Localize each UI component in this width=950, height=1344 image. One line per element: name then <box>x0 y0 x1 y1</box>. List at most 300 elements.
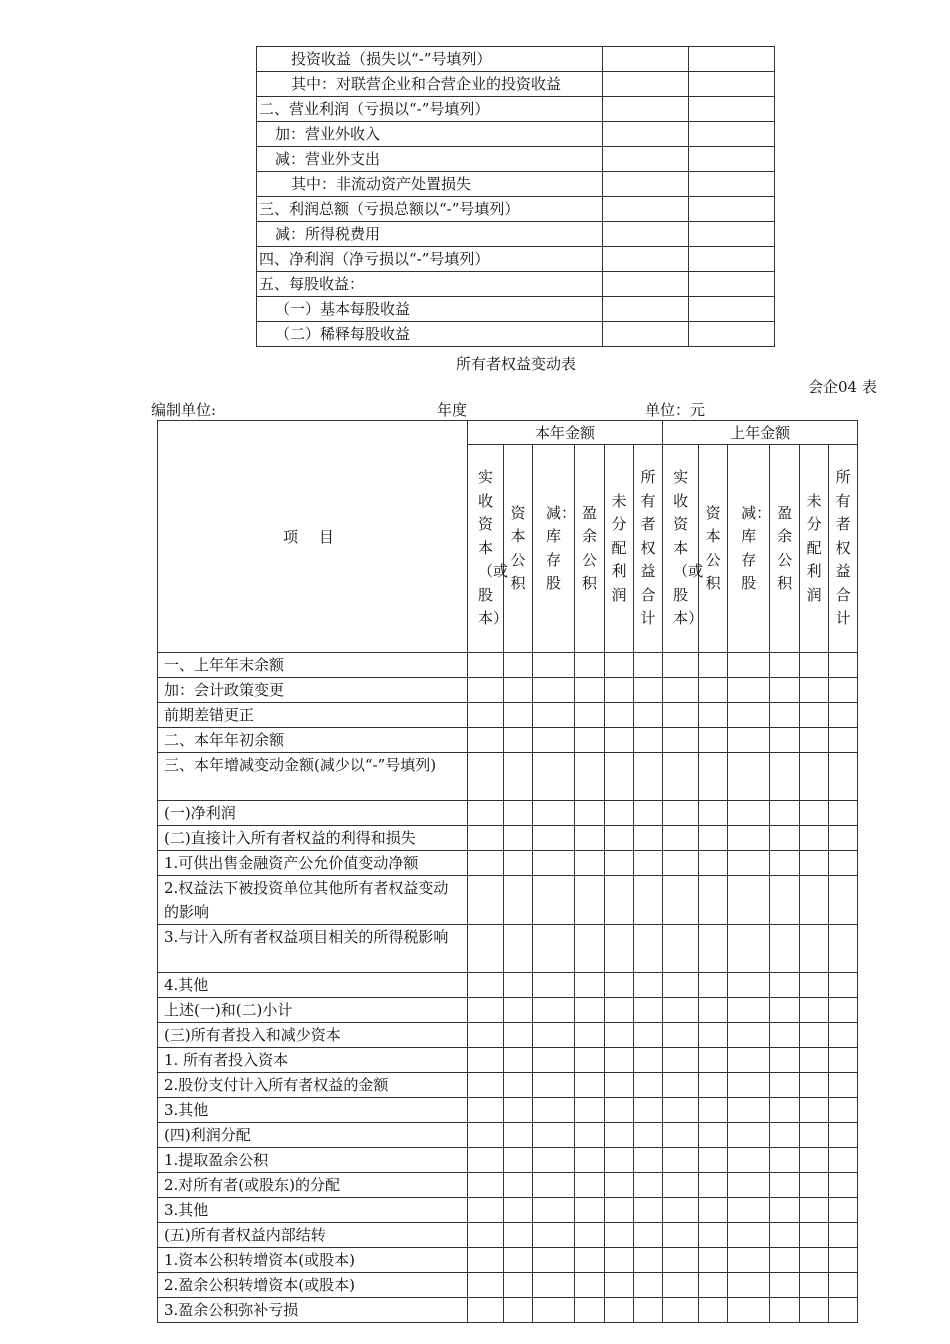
equity-value-cell[interactable] <box>699 851 728 876</box>
equity-value-cell[interactable] <box>504 876 533 925</box>
equity-value-cell[interactable] <box>634 703 663 728</box>
equity-value-cell[interactable] <box>663 1198 699 1223</box>
equity-value-cell[interactable] <box>728 753 770 801</box>
income-value-cell-prior[interactable] <box>688 72 774 97</box>
equity-value-cell[interactable] <box>699 653 728 678</box>
equity-value-cell[interactable] <box>533 826 575 851</box>
equity-value-cell[interactable] <box>728 703 770 728</box>
equity-value-cell[interactable] <box>728 801 770 826</box>
equity-value-cell[interactable] <box>829 1173 858 1198</box>
equity-value-cell[interactable] <box>605 801 634 826</box>
equity-value-cell[interactable] <box>728 1273 770 1298</box>
equity-value-cell[interactable] <box>533 1223 575 1248</box>
equity-value-cell[interactable] <box>634 753 663 801</box>
equity-value-cell[interactable] <box>829 678 858 703</box>
equity-value-cell[interactable] <box>533 728 575 753</box>
equity-value-cell[interactable] <box>575 801 605 826</box>
income-value-cell-prior[interactable] <box>688 197 774 222</box>
equity-value-cell[interactable] <box>575 1148 605 1173</box>
equity-value-cell[interactable] <box>699 1048 728 1073</box>
equity-value-cell[interactable] <box>728 653 770 678</box>
equity-value-cell[interactable] <box>728 1023 770 1048</box>
equity-value-cell[interactable] <box>533 1098 575 1123</box>
income-value-cell-current[interactable] <box>602 222 688 247</box>
equity-value-cell[interactable] <box>468 851 504 876</box>
equity-value-cell[interactable] <box>605 851 634 876</box>
equity-value-cell[interactable] <box>829 1073 858 1098</box>
equity-value-cell[interactable] <box>770 1073 800 1098</box>
income-value-cell-current[interactable] <box>602 47 688 72</box>
equity-value-cell[interactable] <box>663 876 699 925</box>
equity-value-cell[interactable] <box>800 678 829 703</box>
equity-value-cell[interactable] <box>575 678 605 703</box>
equity-value-cell[interactable] <box>829 801 858 826</box>
income-value-cell-current[interactable] <box>602 122 688 147</box>
equity-value-cell[interactable] <box>663 1273 699 1298</box>
income-value-cell-current[interactable] <box>602 322 688 347</box>
equity-value-cell[interactable] <box>575 653 605 678</box>
equity-value-cell[interactable] <box>575 1298 605 1323</box>
equity-value-cell[interactable] <box>699 998 728 1023</box>
income-value-cell-current[interactable] <box>602 97 688 122</box>
equity-value-cell[interactable] <box>634 876 663 925</box>
equity-value-cell[interactable] <box>605 1198 634 1223</box>
equity-value-cell[interactable] <box>634 1098 663 1123</box>
equity-value-cell[interactable] <box>605 753 634 801</box>
equity-value-cell[interactable] <box>699 876 728 925</box>
equity-value-cell[interactable] <box>504 1148 533 1173</box>
equity-value-cell[interactable] <box>575 925 605 973</box>
equity-value-cell[interactable] <box>663 801 699 826</box>
equity-value-cell[interactable] <box>634 1273 663 1298</box>
equity-value-cell[interactable] <box>533 1123 575 1148</box>
equity-value-cell[interactable] <box>800 1223 829 1248</box>
equity-value-cell[interactable] <box>533 653 575 678</box>
equity-value-cell[interactable] <box>504 1023 533 1048</box>
equity-value-cell[interactable] <box>468 678 504 703</box>
income-value-cell-prior[interactable] <box>688 122 774 147</box>
equity-value-cell[interactable] <box>800 1073 829 1098</box>
income-value-cell-prior[interactable] <box>688 47 774 72</box>
equity-value-cell[interactable] <box>728 1248 770 1273</box>
equity-value-cell[interactable] <box>575 1198 605 1223</box>
equity-value-cell[interactable] <box>800 1098 829 1123</box>
equity-value-cell[interactable] <box>728 1173 770 1198</box>
equity-value-cell[interactable] <box>699 1223 728 1248</box>
equity-value-cell[interactable] <box>533 1273 575 1298</box>
equity-value-cell[interactable] <box>663 1023 699 1048</box>
equity-value-cell[interactable] <box>829 1098 858 1123</box>
equity-value-cell[interactable] <box>605 728 634 753</box>
equity-value-cell[interactable] <box>699 1023 728 1048</box>
equity-value-cell[interactable] <box>533 1073 575 1098</box>
equity-value-cell[interactable] <box>770 653 800 678</box>
equity-value-cell[interactable] <box>770 998 800 1023</box>
equity-value-cell[interactable] <box>504 1073 533 1098</box>
equity-value-cell[interactable] <box>504 826 533 851</box>
equity-value-cell[interactable] <box>770 826 800 851</box>
equity-value-cell[interactable] <box>533 1148 575 1173</box>
equity-value-cell[interactable] <box>770 1198 800 1223</box>
equity-value-cell[interactable] <box>533 1298 575 1323</box>
equity-value-cell[interactable] <box>575 753 605 801</box>
equity-value-cell[interactable] <box>800 1298 829 1323</box>
equity-value-cell[interactable] <box>728 925 770 973</box>
equity-value-cell[interactable] <box>504 1198 533 1223</box>
equity-value-cell[interactable] <box>634 1123 663 1148</box>
equity-value-cell[interactable] <box>663 1048 699 1073</box>
equity-value-cell[interactable] <box>663 1298 699 1323</box>
equity-value-cell[interactable] <box>504 1098 533 1123</box>
equity-value-cell[interactable] <box>699 1298 728 1323</box>
equity-value-cell[interactable] <box>533 925 575 973</box>
equity-value-cell[interactable] <box>605 998 634 1023</box>
equity-value-cell[interactable] <box>504 1298 533 1323</box>
equity-value-cell[interactable] <box>575 1223 605 1248</box>
equity-value-cell[interactable] <box>504 801 533 826</box>
equity-value-cell[interactable] <box>634 801 663 826</box>
equity-value-cell[interactable] <box>829 925 858 973</box>
equity-value-cell[interactable] <box>770 1248 800 1273</box>
equity-value-cell[interactable] <box>699 1098 728 1123</box>
income-value-cell-current[interactable] <box>602 197 688 222</box>
equity-value-cell[interactable] <box>800 1173 829 1198</box>
equity-value-cell[interactable] <box>468 876 504 925</box>
equity-value-cell[interactable] <box>770 1223 800 1248</box>
equity-value-cell[interactable] <box>634 728 663 753</box>
equity-value-cell[interactable] <box>533 1173 575 1198</box>
equity-value-cell[interactable] <box>605 1223 634 1248</box>
equity-value-cell[interactable] <box>504 1048 533 1073</box>
equity-value-cell[interactable] <box>829 1148 858 1173</box>
income-value-cell-prior[interactable] <box>688 172 774 197</box>
equity-value-cell[interactable] <box>800 1048 829 1073</box>
equity-value-cell[interactable] <box>663 1248 699 1273</box>
equity-value-cell[interactable] <box>605 1173 634 1198</box>
equity-value-cell[interactable] <box>770 1098 800 1123</box>
equity-value-cell[interactable] <box>533 973 575 998</box>
equity-value-cell[interactable] <box>829 826 858 851</box>
equity-value-cell[interactable] <box>728 678 770 703</box>
equity-value-cell[interactable] <box>575 1173 605 1198</box>
equity-value-cell[interactable] <box>575 851 605 876</box>
equity-value-cell[interactable] <box>605 678 634 703</box>
equity-value-cell[interactable] <box>770 925 800 973</box>
equity-value-cell[interactable] <box>504 998 533 1023</box>
equity-value-cell[interactable] <box>468 1073 504 1098</box>
equity-value-cell[interactable] <box>728 1198 770 1223</box>
equity-value-cell[interactable] <box>800 703 829 728</box>
equity-value-cell[interactable] <box>699 1173 728 1198</box>
income-value-cell-current[interactable] <box>602 172 688 197</box>
income-value-cell-current[interactable] <box>602 247 688 272</box>
equity-value-cell[interactable] <box>605 653 634 678</box>
equity-value-cell[interactable] <box>699 728 728 753</box>
income-value-cell-prior[interactable] <box>688 322 774 347</box>
equity-value-cell[interactable] <box>575 998 605 1023</box>
equity-value-cell[interactable] <box>468 1048 504 1073</box>
equity-value-cell[interactable] <box>728 1148 770 1173</box>
equity-value-cell[interactable] <box>468 1098 504 1123</box>
equity-value-cell[interactable] <box>533 1198 575 1223</box>
equity-value-cell[interactable] <box>829 1048 858 1073</box>
equity-value-cell[interactable] <box>468 925 504 973</box>
income-value-cell-current[interactable] <box>602 147 688 172</box>
equity-value-cell[interactable] <box>634 973 663 998</box>
equity-value-cell[interactable] <box>634 1173 663 1198</box>
equity-value-cell[interactable] <box>634 826 663 851</box>
equity-value-cell[interactable] <box>699 1198 728 1223</box>
equity-value-cell[interactable] <box>800 728 829 753</box>
equity-value-cell[interactable] <box>728 1073 770 1098</box>
equity-value-cell[interactable] <box>663 728 699 753</box>
equity-value-cell[interactable] <box>728 1223 770 1248</box>
equity-value-cell[interactable] <box>634 1298 663 1323</box>
equity-value-cell[interactable] <box>699 1148 728 1173</box>
equity-value-cell[interactable] <box>728 1298 770 1323</box>
equity-value-cell[interactable] <box>829 653 858 678</box>
equity-value-cell[interactable] <box>575 703 605 728</box>
equity-value-cell[interactable] <box>504 728 533 753</box>
equity-value-cell[interactable] <box>699 678 728 703</box>
equity-value-cell[interactable] <box>504 1173 533 1198</box>
equity-value-cell[interactable] <box>468 1023 504 1048</box>
equity-value-cell[interactable] <box>504 1248 533 1273</box>
equity-value-cell[interactable] <box>634 678 663 703</box>
equity-value-cell[interactable] <box>634 925 663 973</box>
equity-value-cell[interactable] <box>800 998 829 1023</box>
income-value-cell-current[interactable] <box>602 272 688 297</box>
equity-value-cell[interactable] <box>575 826 605 851</box>
equity-value-cell[interactable] <box>533 1048 575 1073</box>
equity-value-cell[interactable] <box>663 1223 699 1248</box>
equity-value-cell[interactable] <box>699 973 728 998</box>
equity-value-cell[interactable] <box>468 826 504 851</box>
equity-value-cell[interactable] <box>800 753 829 801</box>
equity-value-cell[interactable] <box>770 728 800 753</box>
equity-value-cell[interactable] <box>468 998 504 1023</box>
equity-value-cell[interactable] <box>800 1273 829 1298</box>
equity-value-cell[interactable] <box>770 1173 800 1198</box>
equity-value-cell[interactable] <box>468 753 504 801</box>
equity-value-cell[interactable] <box>575 1248 605 1273</box>
equity-value-cell[interactable] <box>468 1248 504 1273</box>
equity-value-cell[interactable] <box>605 1298 634 1323</box>
equity-value-cell[interactable] <box>800 1248 829 1273</box>
income-value-cell-current[interactable] <box>602 297 688 322</box>
equity-value-cell[interactable] <box>663 678 699 703</box>
equity-value-cell[interactable] <box>504 851 533 876</box>
equity-value-cell[interactable] <box>699 1123 728 1148</box>
equity-value-cell[interactable] <box>468 1198 504 1223</box>
equity-value-cell[interactable] <box>663 998 699 1023</box>
equity-value-cell[interactable] <box>728 1123 770 1148</box>
equity-value-cell[interactable] <box>533 1248 575 1273</box>
equity-value-cell[interactable] <box>533 1023 575 1048</box>
equity-value-cell[interactable] <box>605 826 634 851</box>
equity-value-cell[interactable] <box>533 753 575 801</box>
equity-value-cell[interactable] <box>770 753 800 801</box>
equity-value-cell[interactable] <box>770 1273 800 1298</box>
equity-value-cell[interactable] <box>533 703 575 728</box>
equity-value-cell[interactable] <box>800 925 829 973</box>
equity-value-cell[interactable] <box>829 703 858 728</box>
equity-value-cell[interactable] <box>634 1248 663 1273</box>
equity-value-cell[interactable] <box>468 801 504 826</box>
equity-value-cell[interactable] <box>829 1298 858 1323</box>
equity-value-cell[interactable] <box>800 653 829 678</box>
equity-value-cell[interactable] <box>829 1123 858 1148</box>
equity-value-cell[interactable] <box>504 1223 533 1248</box>
equity-value-cell[interactable] <box>634 1023 663 1048</box>
equity-value-cell[interactable] <box>770 1023 800 1048</box>
equity-value-cell[interactable] <box>728 728 770 753</box>
equity-value-cell[interactable] <box>770 703 800 728</box>
equity-value-cell[interactable] <box>605 1048 634 1073</box>
income-value-cell-prior[interactable] <box>688 97 774 122</box>
equity-value-cell[interactable] <box>663 1148 699 1173</box>
equity-value-cell[interactable] <box>575 1123 605 1148</box>
equity-value-cell[interactable] <box>663 826 699 851</box>
equity-value-cell[interactable] <box>829 1248 858 1273</box>
equity-value-cell[interactable] <box>829 728 858 753</box>
equity-value-cell[interactable] <box>800 1198 829 1223</box>
equity-value-cell[interactable] <box>829 851 858 876</box>
equity-value-cell[interactable] <box>770 851 800 876</box>
equity-value-cell[interactable] <box>800 876 829 925</box>
equity-value-cell[interactable] <box>663 1098 699 1123</box>
equity-value-cell[interactable] <box>770 801 800 826</box>
equity-value-cell[interactable] <box>605 1148 634 1173</box>
equity-value-cell[interactable] <box>468 703 504 728</box>
equity-value-cell[interactable] <box>800 973 829 998</box>
equity-value-cell[interactable] <box>829 1273 858 1298</box>
equity-value-cell[interactable] <box>504 925 533 973</box>
equity-value-cell[interactable] <box>634 653 663 678</box>
equity-value-cell[interactable] <box>800 801 829 826</box>
equity-value-cell[interactable] <box>663 653 699 678</box>
equity-value-cell[interactable] <box>468 1173 504 1198</box>
equity-value-cell[interactable] <box>800 1148 829 1173</box>
equity-value-cell[interactable] <box>533 876 575 925</box>
equity-value-cell[interactable] <box>728 826 770 851</box>
equity-value-cell[interactable] <box>634 1148 663 1173</box>
equity-value-cell[interactable] <box>663 973 699 998</box>
equity-value-cell[interactable] <box>634 1048 663 1073</box>
equity-value-cell[interactable] <box>699 703 728 728</box>
equity-value-cell[interactable] <box>605 1098 634 1123</box>
equity-value-cell[interactable] <box>770 1148 800 1173</box>
equity-value-cell[interactable] <box>770 678 800 703</box>
equity-value-cell[interactable] <box>699 801 728 826</box>
equity-value-cell[interactable] <box>800 826 829 851</box>
equity-value-cell[interactable] <box>663 1073 699 1098</box>
equity-value-cell[interactable] <box>829 876 858 925</box>
equity-value-cell[interactable] <box>605 703 634 728</box>
equity-value-cell[interactable] <box>468 653 504 678</box>
equity-value-cell[interactable] <box>728 998 770 1023</box>
equity-value-cell[interactable] <box>728 1048 770 1073</box>
equity-value-cell[interactable] <box>605 1123 634 1148</box>
equity-value-cell[interactable] <box>634 1198 663 1223</box>
equity-value-cell[interactable] <box>770 1048 800 1073</box>
equity-value-cell[interactable] <box>728 973 770 998</box>
equity-value-cell[interactable] <box>605 925 634 973</box>
equity-value-cell[interactable] <box>605 1273 634 1298</box>
equity-value-cell[interactable] <box>728 1098 770 1123</box>
equity-value-cell[interactable] <box>699 826 728 851</box>
equity-value-cell[interactable] <box>829 973 858 998</box>
equity-value-cell[interactable] <box>575 728 605 753</box>
equity-value-cell[interactable] <box>468 728 504 753</box>
equity-value-cell[interactable] <box>699 1248 728 1273</box>
equity-value-cell[interactable] <box>829 1223 858 1248</box>
equity-value-cell[interactable] <box>575 1048 605 1073</box>
equity-value-cell[interactable] <box>575 1098 605 1123</box>
income-value-cell-prior[interactable] <box>688 247 774 272</box>
equity-value-cell[interactable] <box>663 703 699 728</box>
equity-value-cell[interactable] <box>605 973 634 998</box>
equity-value-cell[interactable] <box>575 1273 605 1298</box>
equity-value-cell[interactable] <box>770 973 800 998</box>
equity-value-cell[interactable] <box>800 1023 829 1048</box>
equity-value-cell[interactable] <box>468 973 504 998</box>
equity-value-cell[interactable] <box>468 1273 504 1298</box>
equity-value-cell[interactable] <box>504 678 533 703</box>
equity-value-cell[interactable] <box>770 876 800 925</box>
equity-value-cell[interactable] <box>504 1123 533 1148</box>
equity-value-cell[interactable] <box>663 925 699 973</box>
equity-value-cell[interactable] <box>634 851 663 876</box>
equity-value-cell[interactable] <box>533 851 575 876</box>
equity-value-cell[interactable] <box>800 1123 829 1148</box>
equity-value-cell[interactable] <box>728 851 770 876</box>
equity-value-cell[interactable] <box>575 973 605 998</box>
equity-value-cell[interactable] <box>829 1198 858 1223</box>
equity-value-cell[interactable] <box>699 1273 728 1298</box>
equity-value-cell[interactable] <box>663 851 699 876</box>
income-value-cell-prior[interactable] <box>688 222 774 247</box>
equity-value-cell[interactable] <box>770 1123 800 1148</box>
equity-value-cell[interactable] <box>663 1123 699 1148</box>
equity-value-cell[interactable] <box>468 1123 504 1148</box>
equity-value-cell[interactable] <box>533 678 575 703</box>
income-value-cell-prior[interactable] <box>688 297 774 322</box>
equity-value-cell[interactable] <box>663 753 699 801</box>
equity-value-cell[interactable] <box>800 851 829 876</box>
equity-value-cell[interactable] <box>770 1298 800 1323</box>
equity-value-cell[interactable] <box>533 998 575 1023</box>
equity-value-cell[interactable] <box>605 1073 634 1098</box>
equity-value-cell[interactable] <box>504 653 533 678</box>
equity-value-cell[interactable] <box>829 753 858 801</box>
equity-value-cell[interactable] <box>699 753 728 801</box>
equity-value-cell[interactable] <box>605 1248 634 1273</box>
income-value-cell-prior[interactable] <box>688 272 774 297</box>
equity-value-cell[interactable] <box>468 1148 504 1173</box>
equity-value-cell[interactable] <box>468 1223 504 1248</box>
equity-value-cell[interactable] <box>728 876 770 925</box>
equity-value-cell[interactable] <box>504 703 533 728</box>
equity-value-cell[interactable] <box>829 1023 858 1048</box>
equity-value-cell[interactable] <box>468 1298 504 1323</box>
equity-value-cell[interactable] <box>634 1073 663 1098</box>
equity-value-cell[interactable] <box>504 753 533 801</box>
equity-value-cell[interactable] <box>663 1173 699 1198</box>
equity-value-cell[interactable] <box>829 998 858 1023</box>
equity-value-cell[interactable] <box>504 1273 533 1298</box>
equity-value-cell[interactable] <box>699 1073 728 1098</box>
